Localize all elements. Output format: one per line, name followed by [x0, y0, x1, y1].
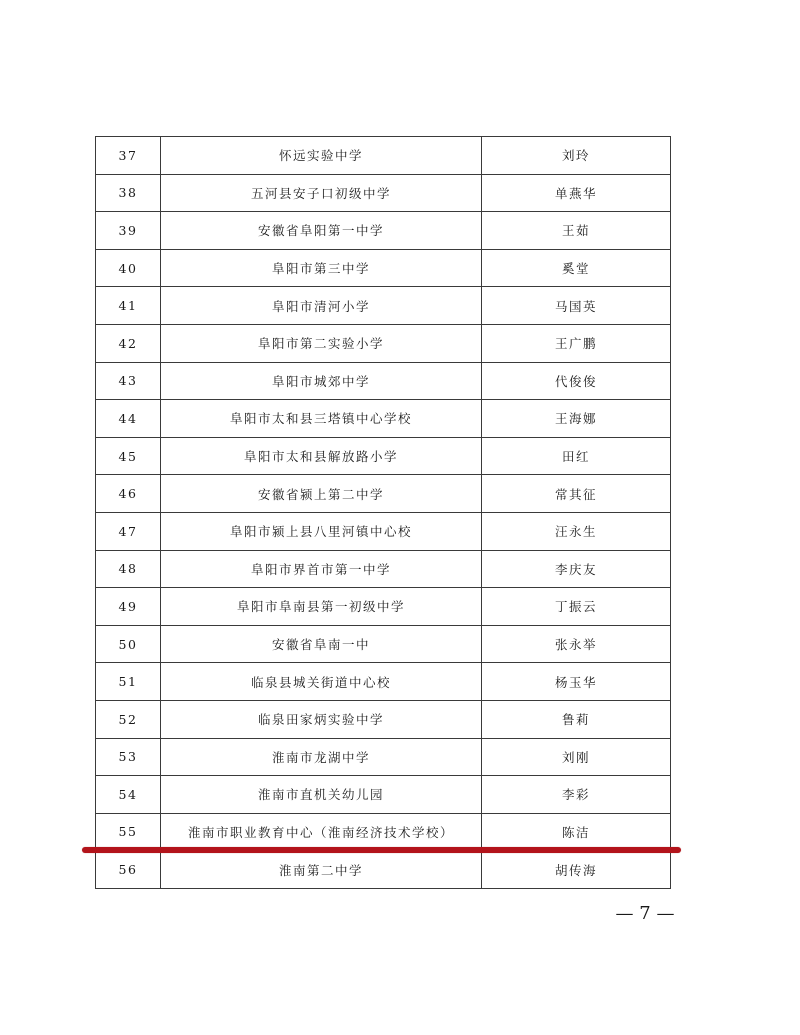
table-row: [96, 851, 671, 889]
table-row: [96, 400, 671, 438]
person-name-cell: 王广鹏: [482, 324, 671, 362]
school-name-cell: 淮南市直机关幼儿园: [161, 776, 482, 814]
table-row: [96, 700, 671, 738]
table-row: [96, 738, 671, 776]
person-name-cell: 常其征: [482, 475, 671, 513]
person-name-cell: 陈洁: [482, 813, 671, 851]
person-name-cell: 王茹: [482, 212, 671, 250]
school-name-cell: 安徽省颍上第二中学: [161, 475, 482, 513]
school-name-cell: 安徽省阜阳第一中学: [161, 212, 482, 250]
person-name-cell: 马国英: [482, 287, 671, 325]
row-number-cell: 40: [96, 249, 161, 287]
row-number-cell: 54: [96, 776, 161, 814]
table-row: [96, 776, 671, 814]
roster-table: [95, 136, 671, 889]
school-name-cell: 阜阳市颍上县八里河镇中心校: [161, 512, 482, 550]
person-name-cell: 刘玲: [482, 137, 671, 175]
school-name-cell: 阜阳市城郊中学: [161, 362, 482, 400]
row-number-cell: 41: [96, 287, 161, 325]
row-number-cell: 38: [96, 174, 161, 212]
table-row: [96, 475, 671, 513]
row-number-cell: 48: [96, 550, 161, 588]
row-number-cell: 56: [96, 851, 161, 889]
row-number-cell: 52: [96, 700, 161, 738]
table-row: [96, 362, 671, 400]
row-number-cell: 51: [96, 663, 161, 701]
row-number-cell: 42: [96, 324, 161, 362]
table-row: [96, 174, 671, 212]
row-number-cell: 39: [96, 212, 161, 250]
school-name-cell: 淮南市龙湖中学: [161, 738, 482, 776]
school-name-cell: 五河县安子口初级中学: [161, 174, 482, 212]
row-number-cell: 55: [96, 813, 161, 851]
person-name-cell: 鲁莉: [482, 700, 671, 738]
person-name-cell: 李彩: [482, 776, 671, 814]
table-row: [96, 212, 671, 250]
person-name-cell: 田红: [482, 437, 671, 475]
table-row: [96, 287, 671, 325]
person-name-cell: 杨玉华: [482, 663, 671, 701]
school-name-cell: 阜阳市界首市第一中学: [161, 550, 482, 588]
school-name-cell: 阜阳市清河小学: [161, 287, 482, 325]
table-row: [96, 137, 671, 175]
school-name-cell: 淮南市职业教育中心（淮南经济技术学校）: [161, 813, 482, 851]
school-name-cell: 阜阳市第三中学: [161, 249, 482, 287]
person-name-cell: 王海娜: [482, 400, 671, 438]
school-name-cell: 临泉县城关街道中心校: [161, 663, 482, 701]
school-name-cell: 淮南第二中学: [161, 851, 482, 889]
table-row: [96, 550, 671, 588]
row-number-cell: 46: [96, 475, 161, 513]
table-row: [96, 324, 671, 362]
row-number-cell: 47: [96, 512, 161, 550]
row-number-cell: 44: [96, 400, 161, 438]
red-underline-annotation: [82, 847, 681, 853]
row-number-cell: 49: [96, 588, 161, 626]
person-name-cell: 奚堂: [482, 249, 671, 287]
school-name-cell: 安徽省阜南一中: [161, 625, 482, 663]
table-row: [96, 663, 671, 701]
row-number-cell: 45: [96, 437, 161, 475]
roster-table-body: [96, 137, 671, 889]
row-number-cell: 43: [96, 362, 161, 400]
row-number-cell: 50: [96, 625, 161, 663]
school-name-cell: 阜阳市第二实验小学: [161, 324, 482, 362]
person-name-cell: 丁振云: [482, 588, 671, 626]
school-name-cell: 阜阳市阜南县第一初级中学: [161, 588, 482, 626]
person-name-cell: 刘刚: [482, 738, 671, 776]
school-name-cell: 阜阳市太和县三塔镇中心学校: [161, 400, 482, 438]
person-name-cell: 汪永生: [482, 512, 671, 550]
table-row: [96, 813, 671, 851]
table-row: [96, 249, 671, 287]
school-name-cell: 临泉田家炳实验中学: [161, 700, 482, 738]
table-row: [96, 437, 671, 475]
row-number-cell: 37: [96, 137, 161, 175]
person-name-cell: 李庆友: [482, 550, 671, 588]
school-name-cell: 阜阳市太和县解放路小学: [161, 437, 482, 475]
person-name-cell: 单燕华: [482, 174, 671, 212]
person-name-cell: 代俊俊: [482, 362, 671, 400]
person-name-cell: 张永举: [482, 625, 671, 663]
table-row: [96, 588, 671, 626]
row-number-cell: 53: [96, 738, 161, 776]
school-name-cell: 怀远实验中学: [161, 137, 482, 175]
table-row: [96, 512, 671, 550]
page-number: — 7 —: [615, 903, 675, 924]
table-row: [96, 625, 671, 663]
person-name-cell: 胡传海: [482, 851, 671, 889]
